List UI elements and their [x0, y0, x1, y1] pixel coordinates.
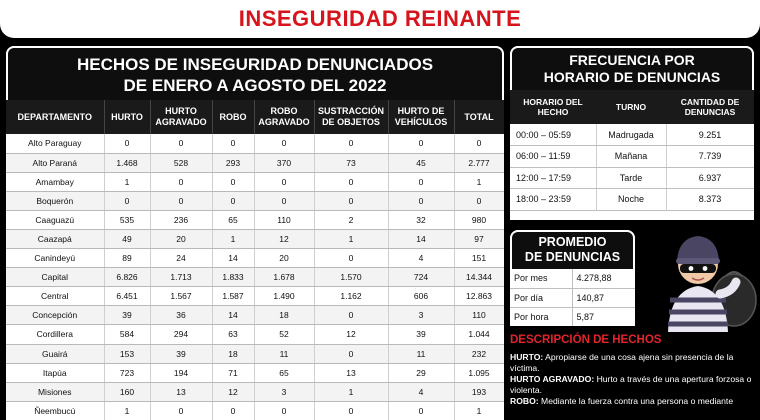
- column-header: ROBO AGRAVADO: [254, 100, 314, 134]
- table-cell: 160: [104, 382, 150, 401]
- row-label-cell: Concepción: [6, 306, 104, 325]
- table-row: [6, 325, 504, 344]
- table-cell: 12: [212, 382, 254, 401]
- table-cell: Mañana: [596, 146, 666, 168]
- average-panel: [510, 230, 635, 326]
- table-cell: 1.567: [150, 287, 212, 306]
- column-header: TOTAL: [454, 100, 504, 134]
- table-row: [6, 172, 504, 191]
- table-cell: 535: [104, 210, 150, 229]
- table-cell: 3: [388, 306, 454, 325]
- table-cell: 1: [104, 401, 150, 420]
- table-cell: 0: [150, 401, 212, 420]
- table-cell: 7.739: [666, 146, 754, 168]
- description-item: [510, 396, 756, 407]
- table-cell: 0: [254, 401, 314, 420]
- table-cell: 1.570: [314, 268, 388, 287]
- table-cell: 370: [254, 153, 314, 172]
- table-row: [6, 191, 504, 210]
- table-cell: 1: [314, 229, 388, 248]
- frequency-table-body: [510, 124, 754, 210]
- row-label-cell: 12:00 – 17:59: [510, 167, 596, 189]
- row-label-cell: Alto Paraguay: [6, 134, 104, 153]
- row-label-cell: Amambay: [6, 172, 104, 191]
- column-header: HURTO AGRAVADO: [150, 100, 212, 134]
- table-cell: 1.490: [254, 287, 314, 306]
- table-cell: 0: [388, 134, 454, 153]
- table-cell: 0: [212, 191, 254, 210]
- table-cell: 6.826: [104, 268, 150, 287]
- table-row: [510, 307, 635, 326]
- thief-illustration-icon: [640, 224, 758, 332]
- table-cell: 11: [388, 344, 454, 363]
- row-label-cell: Por mes: [510, 269, 572, 288]
- description-text: Apropiarse de una cosa ajena sin presencia de la víctima.: [510, 352, 734, 373]
- row-label-cell: Alto Paraná: [6, 153, 104, 172]
- table-cell: 980: [454, 210, 504, 229]
- table-cell: 606: [388, 287, 454, 306]
- average-title: [510, 230, 635, 269]
- table-cell: 110: [454, 306, 504, 325]
- table-cell: 0: [150, 134, 212, 153]
- row-label-cell: Por día: [510, 288, 572, 307]
- table-cell: 13: [314, 363, 388, 382]
- table-cell: 0: [150, 191, 212, 210]
- incidents-title-line2: DE ENERO A AGOSTO DEL 2022: [123, 76, 387, 95]
- frequency-header-row: [510, 90, 754, 124]
- table-cell: 1.162: [314, 287, 388, 306]
- table-cell: 1.833: [212, 268, 254, 287]
- row-label-cell: Cordillera: [6, 325, 104, 344]
- table-cell: 3: [254, 382, 314, 401]
- table-row: [6, 134, 504, 153]
- table-cell: 6.451: [104, 287, 150, 306]
- table-cell: 11: [254, 344, 314, 363]
- row-label-cell: 00:00 – 05:59: [510, 124, 596, 146]
- table-row: [6, 210, 504, 229]
- table-cell: 0: [212, 134, 254, 153]
- table-cell: 194: [150, 363, 212, 382]
- table-cell: 49: [104, 229, 150, 248]
- table-cell: 723: [104, 363, 150, 382]
- description-title: DESCRIPCIÓN DE HECHOS: [510, 334, 662, 346]
- table-row: [510, 189, 754, 211]
- description-term: ROBO:: [510, 396, 539, 406]
- table-row: [6, 229, 504, 248]
- table-cell: 232: [454, 344, 504, 363]
- table-row: [6, 363, 504, 382]
- table-cell: 4: [388, 382, 454, 401]
- incidents-table-body: [6, 134, 504, 420]
- table-cell: 71: [212, 363, 254, 382]
- top-banner: [0, 0, 760, 38]
- table-cell: 1: [212, 229, 254, 248]
- table-cell: 36: [150, 306, 212, 325]
- row-label-cell: Canindeyú: [6, 249, 104, 268]
- table-cell: 0: [454, 134, 504, 153]
- row-label-cell: Itapúa: [6, 363, 104, 382]
- table-row: [510, 124, 754, 146]
- row-label-cell: Central: [6, 287, 104, 306]
- table-cell: 29: [388, 363, 454, 382]
- table-cell: 0: [388, 172, 454, 191]
- table-cell: 0: [314, 134, 388, 153]
- table-cell: 18: [254, 306, 314, 325]
- table-cell: 1.095: [454, 363, 504, 382]
- table-cell: 9.251: [666, 124, 754, 146]
- description-text: Hurto a través de una apertura forzosa o violenta.: [510, 374, 752, 395]
- table-cell: Tarde: [596, 167, 666, 189]
- table-cell: 0: [314, 401, 388, 420]
- column-header: HURTO: [104, 100, 150, 134]
- page-title: INSEGURIDAD REINANTE: [238, 6, 522, 31]
- table-cell: 140,87: [572, 288, 635, 307]
- row-label-cell: Caaguazú: [6, 210, 104, 229]
- table-cell: 89: [104, 249, 150, 268]
- table-cell: 12: [254, 229, 314, 248]
- table-cell: 4: [388, 249, 454, 268]
- table-cell: Madrugada: [596, 124, 666, 146]
- frequency-title-line1: FRECUENCIA POR: [569, 52, 695, 68]
- table-cell: 52: [254, 325, 314, 344]
- average-table: [510, 269, 635, 326]
- table-cell: 2.777: [454, 153, 504, 172]
- table-row: [6, 249, 504, 268]
- description-item: [510, 352, 756, 373]
- table-cell: 1.587: [212, 287, 254, 306]
- table-row: [6, 306, 504, 325]
- table-row: [510, 288, 635, 307]
- table-cell: 1: [454, 172, 504, 191]
- table-cell: 12.863: [454, 287, 504, 306]
- table-cell: 1.468: [104, 153, 150, 172]
- table-cell: 13: [150, 382, 212, 401]
- column-header: HURTO DE VEHÍCULOS: [388, 100, 454, 134]
- table-cell: 1: [314, 382, 388, 401]
- table-cell: 4.278,88: [572, 269, 635, 288]
- table-row: [6, 287, 504, 306]
- incidents-title-line1: HECHOS DE INSEGURIDAD DENUNCIADOS: [76, 55, 434, 74]
- table-cell: 0: [388, 401, 454, 420]
- table-cell: 14.344: [454, 268, 504, 287]
- table-cell: 110: [254, 210, 314, 229]
- table-cell: 1: [454, 401, 504, 420]
- description-item: [510, 374, 756, 395]
- description-term: HURTO:: [510, 352, 544, 362]
- table-row: [6, 153, 504, 172]
- column-header: DEPARTAMENTO: [6, 100, 104, 134]
- table-cell: 0: [388, 191, 454, 210]
- column-header: HORARIO DEL HECHO: [510, 90, 596, 124]
- incidents-header-row: [6, 100, 504, 134]
- table-cell: 0: [104, 134, 150, 153]
- table-cell: 39: [104, 306, 150, 325]
- table-cell: 0: [314, 344, 388, 363]
- table-cell: 293: [212, 153, 254, 172]
- table-cell: 0: [212, 172, 254, 191]
- table-cell: 1.678: [254, 268, 314, 287]
- frequency-title: [510, 46, 754, 90]
- column-header: CANTIDAD DE DENUNCIAS: [666, 90, 754, 124]
- row-label-cell: 06:00 – 11:59: [510, 146, 596, 168]
- table-cell: 45: [388, 153, 454, 172]
- row-label-cell: Por hora: [510, 307, 572, 326]
- table-cell: 584: [104, 325, 150, 344]
- table-cell: 1: [104, 172, 150, 191]
- table-cell: 39: [388, 325, 454, 344]
- row-label-cell: Guairá: [6, 344, 104, 363]
- table-cell: 0: [314, 249, 388, 268]
- table-cell: 0: [104, 191, 150, 210]
- row-label-cell: Ñeembucú: [6, 401, 104, 420]
- incidents-table: [6, 100, 504, 420]
- table-row: [6, 382, 504, 401]
- row-label-cell: Boquerón: [6, 191, 104, 210]
- table-cell: 724: [388, 268, 454, 287]
- table-row: [6, 344, 504, 363]
- table-cell: 12: [314, 325, 388, 344]
- row-label-cell: Caazapá: [6, 229, 104, 248]
- row-label-cell: Misiones: [6, 382, 104, 401]
- table-cell: 5,87: [572, 307, 635, 326]
- table-cell: 39: [150, 344, 212, 363]
- table-cell: 73: [314, 153, 388, 172]
- table-cell: 14: [212, 249, 254, 268]
- table-cell: 294: [150, 325, 212, 344]
- table-cell: 63: [212, 325, 254, 344]
- frequency-title-line2: HORARIO DE DENUNCIAS: [543, 69, 721, 85]
- description-text: Mediante la fuerza contra una persona o mediante: [538, 396, 734, 406]
- table-cell: 2: [314, 210, 388, 229]
- table-cell: 151: [454, 249, 504, 268]
- table-cell: 1.044: [454, 325, 504, 344]
- table-cell: 0: [314, 172, 388, 191]
- row-label-cell: Capital: [6, 268, 104, 287]
- table-cell: 97: [454, 229, 504, 248]
- column-header: SUSTRACCIÓN DE OBJETOS: [314, 100, 388, 134]
- table-row: [510, 146, 754, 168]
- table-row: [510, 269, 635, 288]
- frequency-table: [510, 90, 754, 211]
- column-header: ROBO: [212, 100, 254, 134]
- table-cell: 0: [454, 191, 504, 210]
- table-cell: 20: [254, 249, 314, 268]
- table-cell: 236: [150, 210, 212, 229]
- table-cell: 0: [314, 191, 388, 210]
- table-cell: 0: [212, 401, 254, 420]
- table-cell: 0: [150, 172, 212, 191]
- table-cell: 32: [388, 210, 454, 229]
- table-cell: 1.713: [150, 268, 212, 287]
- column-header: TURNO: [596, 90, 666, 124]
- average-title-line2: DE DENUNCIAS: [524, 250, 621, 264]
- table-cell: 6.937: [666, 167, 754, 189]
- average-title-line1: PROMEDIO: [538, 235, 607, 249]
- table-cell: 0: [254, 134, 314, 153]
- table-cell: 20: [150, 229, 212, 248]
- table-cell: 193: [454, 382, 504, 401]
- table-cell: 18: [212, 344, 254, 363]
- table-cell: 0: [314, 306, 388, 325]
- incidents-table-title: [6, 46, 504, 100]
- table-cell: 24: [150, 249, 212, 268]
- row-label-cell: 18:00 – 23:59: [510, 189, 596, 211]
- incidents-table-panel: [6, 46, 504, 420]
- table-cell: 65: [212, 210, 254, 229]
- table-cell: 14: [388, 229, 454, 248]
- table-cell: 65: [254, 363, 314, 382]
- table-cell: 8.373: [666, 189, 754, 211]
- table-row: [6, 401, 504, 420]
- table-cell: 0: [254, 172, 314, 191]
- table-cell: 0: [254, 191, 314, 210]
- frequency-panel: [510, 46, 754, 220]
- average-table-body: [510, 269, 635, 326]
- table-cell: Noche: [596, 189, 666, 211]
- table-row: [510, 167, 754, 189]
- table-cell: 528: [150, 153, 212, 172]
- table-cell: 153: [104, 344, 150, 363]
- description-section: [510, 334, 756, 420]
- table-cell: 14: [212, 306, 254, 325]
- table-row: [6, 268, 504, 287]
- description-term: HURTO AGRAVADO:: [510, 374, 595, 384]
